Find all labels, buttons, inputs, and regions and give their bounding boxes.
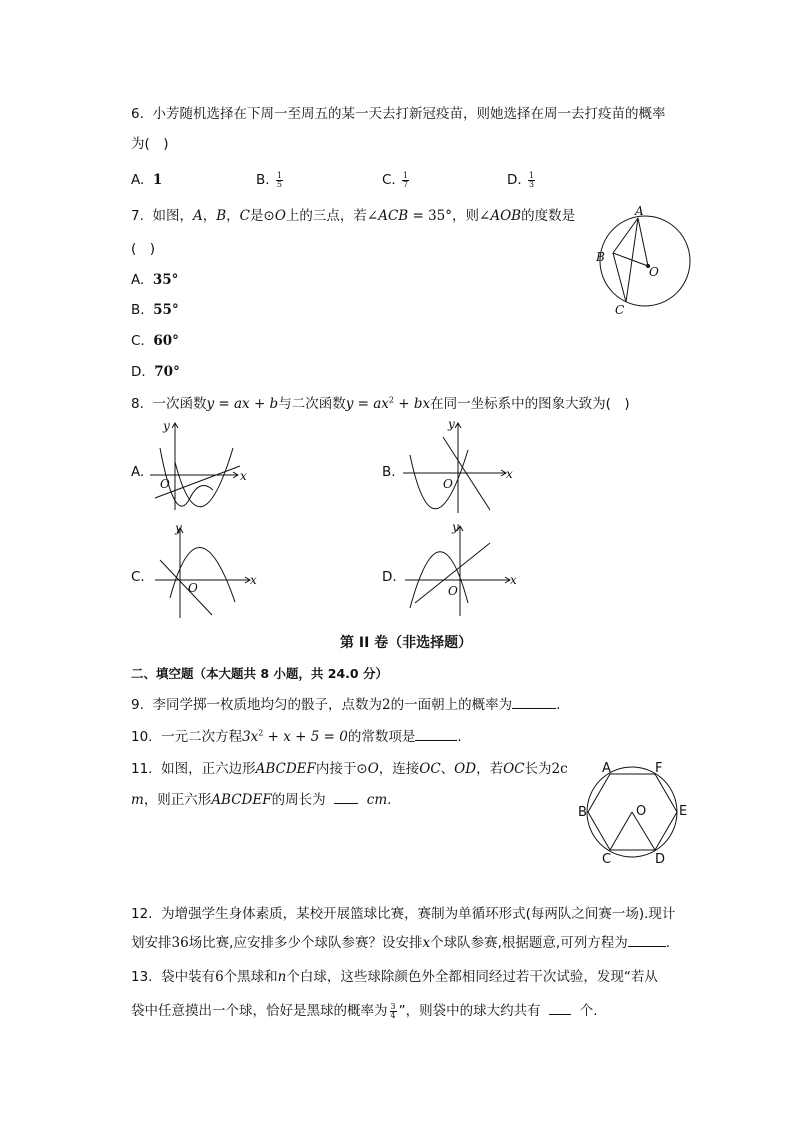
x-label: x xyxy=(506,467,513,481)
section2-heading: 二、填空题（本大题共 8 小题，共 24.0 分） xyxy=(131,666,388,681)
q7-option-d xyxy=(131,363,180,381)
equation: = 35° xyxy=(408,208,453,224)
answer-blank[interactable] xyxy=(415,728,457,741)
text: 上的三点，若 xyxy=(285,208,367,224)
fraction: $\frac{1}{7}$ xyxy=(403,170,409,189)
exponent: 2 xyxy=(258,728,264,738)
origin-label: O xyxy=(448,584,458,598)
var: O xyxy=(367,761,379,777)
option-label: C. xyxy=(131,333,145,349)
text: 李同学掷一枚质地均匀的骰子，点数为 xyxy=(152,697,382,713)
unit: cm xyxy=(366,792,388,808)
number: 2c xyxy=(551,761,568,777)
option-value: 55° xyxy=(153,302,179,318)
option-label: B. xyxy=(131,302,145,318)
text: 个白球，这些球除颜色外全都相同经过若干次试验，发现“若从 xyxy=(286,969,658,985)
q7-line1 xyxy=(131,207,575,225)
var: O xyxy=(274,208,286,224)
q7-option-b xyxy=(131,301,179,319)
function-quadratic: y = ax xyxy=(345,396,389,412)
option-value: 70° xyxy=(154,364,180,380)
option-label: A. xyxy=(131,172,145,188)
text: 如图， xyxy=(152,208,193,224)
q8-line1 xyxy=(131,395,630,413)
q8-option-a-label: A. xyxy=(131,464,145,480)
function-linear: y = ax + b xyxy=(206,396,279,412)
var: OC xyxy=(503,761,525,777)
var: OD xyxy=(454,761,477,777)
segment-bo xyxy=(613,253,648,266)
q7-option-a xyxy=(131,271,178,289)
y-label: y xyxy=(163,419,170,433)
q12-line2 xyxy=(131,934,670,952)
option-label: D. xyxy=(131,364,146,380)
parabola-curve xyxy=(175,448,233,507)
text: 个球队参赛,根据题意,可列方程为 xyxy=(430,935,628,951)
label-b: B xyxy=(578,805,587,820)
option-label: C. xyxy=(382,172,396,188)
text: 个黑球和 xyxy=(223,969,278,985)
y-label: y xyxy=(175,521,182,535)
text: ”，则袋中的球大约共有 xyxy=(398,1003,541,1019)
circle-symbol: ⊙ xyxy=(263,208,275,224)
text: ，则正六形 xyxy=(143,792,212,808)
origin-label: O xyxy=(188,581,198,595)
text: 一次函数 xyxy=(152,396,207,412)
q9-number: 9. xyxy=(131,697,144,713)
q6-number: 6. xyxy=(131,106,144,122)
number: 6 xyxy=(215,969,224,985)
text: . xyxy=(457,729,462,745)
answer-blank[interactable] xyxy=(549,1002,571,1015)
q8-graph-a xyxy=(145,418,255,513)
label-e: E xyxy=(679,804,688,819)
q6-option-b xyxy=(256,171,285,189)
equation: 3x xyxy=(242,729,259,745)
text: ，若 xyxy=(476,761,504,777)
q8-graph-b xyxy=(398,415,518,515)
text: ， xyxy=(226,208,240,224)
segment-ac xyxy=(626,218,638,302)
label-c: C xyxy=(615,303,625,317)
text: ，则 xyxy=(452,208,480,224)
text: . xyxy=(556,697,561,713)
option-value: 35° xyxy=(152,272,179,288)
q13-line2 xyxy=(131,1002,598,1020)
q8-option-d-label: D. xyxy=(382,569,397,585)
text: 如图，正六边形 xyxy=(161,761,256,777)
answer-blank[interactable] xyxy=(512,696,556,709)
text: . xyxy=(665,935,670,951)
origin-label: O xyxy=(443,477,453,491)
text: 个. xyxy=(579,1003,598,1019)
fraction: $\frac{1}{5}$ xyxy=(276,170,282,189)
q8-option-b-label: B. xyxy=(382,464,396,480)
text: 在同一坐标系中的图象大致为( ) xyxy=(430,396,630,412)
unit: m xyxy=(131,792,144,808)
text: 划安排 xyxy=(131,935,172,951)
text: 的一面朝上的概率为 xyxy=(390,697,513,713)
q13-line1 xyxy=(131,968,658,986)
q6-option-d xyxy=(507,171,537,189)
q11-line2 xyxy=(131,791,391,809)
text: 为增强学生身体素质，某校开展篮球比赛，赛制为单循环形式(每两队之间赛一场).现计 xyxy=(161,906,676,922)
q12-line1 xyxy=(131,905,675,923)
q13-number: 13. xyxy=(131,969,153,985)
text: 长为 xyxy=(524,761,552,777)
var: C xyxy=(239,208,250,224)
fraction: $\frac{3}{4}$ xyxy=(390,1001,396,1020)
exponent: 2 xyxy=(388,395,394,405)
q11-hexagon-figure xyxy=(575,758,695,870)
text: 、 xyxy=(440,761,455,777)
x-label: x xyxy=(240,469,247,483)
equation-tail: + x + 5 = 0 xyxy=(263,729,348,745)
q6-option-c xyxy=(382,171,411,189)
var: x xyxy=(422,935,431,951)
q8-graph-d xyxy=(400,518,520,618)
label-o: O xyxy=(649,265,659,279)
angle: ∠ACB xyxy=(366,208,409,224)
parabola xyxy=(410,450,468,509)
text: 与二次函数 xyxy=(278,396,346,412)
text: 袋中装有 xyxy=(161,969,216,985)
var: B xyxy=(216,208,227,224)
text: 的常数项是 xyxy=(347,729,416,745)
x-label: x xyxy=(250,573,257,587)
section2-title: 第 II 卷（非选择题） xyxy=(340,635,473,651)
q7-number: 7. xyxy=(131,208,144,224)
q7-option-c xyxy=(131,332,179,350)
label-c: C xyxy=(602,852,612,867)
number: 2 xyxy=(381,697,391,713)
label-b: B xyxy=(596,250,605,264)
q7-circle-figure xyxy=(590,205,700,320)
option-label: A. xyxy=(131,272,145,288)
q6-line2: 为( ) xyxy=(131,136,169,152)
label-f: F xyxy=(655,761,663,776)
q12-number: 12. xyxy=(131,906,153,922)
text: 内接于 xyxy=(315,761,357,777)
text: 的度数是 xyxy=(521,208,576,224)
q8-number: 8. xyxy=(131,396,144,412)
line xyxy=(160,560,212,615)
text: ，连接 xyxy=(378,761,420,777)
var: OC xyxy=(419,761,441,777)
text: 是 xyxy=(250,208,264,224)
segment-ao xyxy=(638,218,648,266)
q10 xyxy=(131,728,462,746)
q11-line1 xyxy=(131,760,568,778)
text: 袋中任意摸出一个球，恰好是黑球的概率为 xyxy=(131,1003,388,1019)
function-quadratic-tail: + bx xyxy=(393,396,431,412)
q11-number: 11. xyxy=(131,761,153,777)
segment-oc xyxy=(610,812,632,850)
var: ABCDEF xyxy=(211,792,272,808)
var: n xyxy=(277,969,287,985)
fraction: $\frac{1}{3}$ xyxy=(528,170,535,189)
answer-blank[interactable] xyxy=(334,791,358,804)
text: 一元二次方程 xyxy=(161,729,243,745)
q8-option-c-label: C. xyxy=(131,569,145,585)
origin-label: O xyxy=(160,477,170,491)
circle xyxy=(600,216,690,306)
label-o: O xyxy=(636,804,647,819)
var: A xyxy=(192,208,203,224)
q6-option-a xyxy=(131,171,162,189)
label-a: A xyxy=(635,204,644,218)
label-d: D xyxy=(655,852,666,867)
q6-line1 xyxy=(131,105,665,123)
label-a: A xyxy=(602,761,611,776)
x-label: x xyxy=(510,573,517,587)
var: ABCDEF xyxy=(255,761,316,777)
q7-line2: ( ) xyxy=(131,241,156,257)
number: 36 xyxy=(171,935,189,951)
text: 场比赛,应安排多少个球队参赛？设安排 xyxy=(188,935,423,951)
y-label: y xyxy=(448,417,455,431)
q10-number: 10. xyxy=(131,729,153,745)
text: ， xyxy=(202,208,217,224)
option-label: D. xyxy=(507,172,522,188)
answer-blank[interactable] xyxy=(628,934,666,947)
option-label: B. xyxy=(256,172,270,188)
option-value: 60° xyxy=(153,333,179,349)
y-label: y xyxy=(452,520,459,534)
q8-graph-c xyxy=(150,520,265,620)
q9 xyxy=(131,696,560,714)
text: 的周长为 xyxy=(271,792,326,808)
text: . xyxy=(387,792,392,808)
angle: ∠AOB xyxy=(479,208,522,224)
option-value: 1 xyxy=(152,172,163,188)
circle-symbol: ⊙ xyxy=(356,761,368,777)
q6-text: 小芳随机选择在下周一至周五的某一天去打新冠疫苗，则她选择在周一去打疫苗的概率 xyxy=(152,106,666,122)
